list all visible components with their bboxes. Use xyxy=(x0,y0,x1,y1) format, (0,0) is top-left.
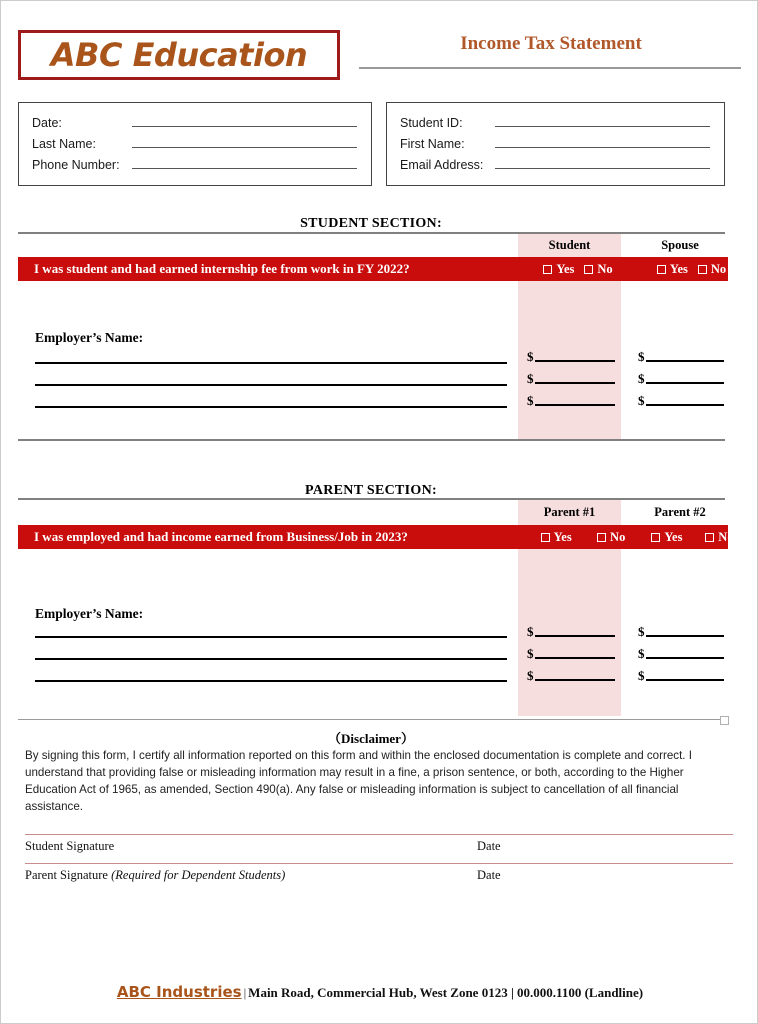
parent2-amount-2[interactable] xyxy=(638,646,724,659)
parent2-amount-input-line-1[interactable] xyxy=(646,624,725,637)
student-question-banner xyxy=(18,257,728,281)
dollar-sign-icon: $ xyxy=(638,646,645,661)
phone-number-input-line[interactable] xyxy=(132,156,357,169)
student-column-header: Student xyxy=(548,238,591,252)
parent2-amount-input-line-3[interactable] xyxy=(646,668,725,681)
applicant-info-box-left xyxy=(18,102,372,186)
parent2-column-header: Parent #2 xyxy=(654,505,706,519)
checkbox-icon[interactable] xyxy=(651,533,660,542)
student-amount-1[interactable] xyxy=(527,349,615,362)
footer-brand-name[interactable]: ABC Industries xyxy=(116,983,242,1001)
page-header xyxy=(1,1,758,97)
parent-signature-rule[interactable] xyxy=(25,863,733,864)
last-name-label: Last Name: xyxy=(32,137,96,151)
date-input-line[interactable] xyxy=(132,114,357,127)
field-row-student-id xyxy=(387,114,724,135)
resize-handle-icon[interactable] xyxy=(720,716,729,725)
dollar-sign-icon: $ xyxy=(527,668,534,683)
student-answer-group xyxy=(518,257,638,281)
parent2-no-label: No xyxy=(718,529,734,544)
parent-employer-name-label: Employer’s Name: xyxy=(35,606,144,621)
parent1-answer-group xyxy=(528,525,638,549)
parent1-column-header: Parent #1 xyxy=(543,505,596,519)
spouse-amount-1[interactable] xyxy=(638,349,724,362)
student-date-label: Date xyxy=(477,839,501,853)
spouse-answer-group xyxy=(638,257,745,281)
checkbox-icon[interactable] xyxy=(543,265,552,274)
disclaimer-body: By signing this form, I certify all information reported on this form and within the enclosed documentation is complete and correct. I understand that providing false or misleading information may result in a fine, a prison sentence, or both, according to the Higher Education Act of 1965, as amended, Section 490(a). Any false or misleading information is subject to cancellation of all financial assistance. xyxy=(25,749,692,813)
parent1-amount-input-line-1[interactable] xyxy=(535,624,616,637)
student-amount-3[interactable] xyxy=(527,393,615,406)
field-row-phone-number xyxy=(19,156,371,177)
parent-date-label: Date xyxy=(477,868,501,882)
student-amount-2[interactable] xyxy=(527,371,615,384)
document-title: Income Tax Statement xyxy=(460,33,642,54)
dollar-sign-icon: $ xyxy=(638,349,645,364)
parent1-amount-1[interactable] xyxy=(527,624,615,637)
spouse-amount-input-line-2[interactable] xyxy=(646,371,725,384)
spouse-yes-option[interactable] xyxy=(657,262,688,277)
student-no-label: No xyxy=(597,261,613,276)
dollar-sign-icon: $ xyxy=(527,646,534,661)
parent2-yes-option[interactable] xyxy=(651,530,682,545)
spouse-amount-2[interactable] xyxy=(638,371,724,384)
student-id-input-line[interactable] xyxy=(495,114,710,127)
field-row-last-name xyxy=(19,135,371,156)
dollar-sign-icon: $ xyxy=(527,393,534,408)
student-amount-input-line-2[interactable] xyxy=(535,371,616,384)
student-employer-line-3[interactable] xyxy=(35,406,507,408)
parent-signature-label xyxy=(25,868,285,883)
spouse-no-label: No xyxy=(710,261,727,276)
checkbox-icon[interactable] xyxy=(584,265,593,274)
title-underline-rule xyxy=(359,67,741,69)
parent1-yes-label: Yes xyxy=(553,529,572,544)
dollar-sign-icon: $ xyxy=(527,624,534,639)
dollar-sign-icon: $ xyxy=(527,349,534,364)
student-yes-label: Yes xyxy=(556,261,575,276)
parent2-no-option[interactable] xyxy=(705,530,733,545)
spouse-column-header: Spouse xyxy=(661,238,699,252)
dollar-sign-icon: $ xyxy=(638,668,645,683)
parent1-amount-2[interactable] xyxy=(527,646,615,659)
email-address-input-line[interactable] xyxy=(495,156,710,169)
page-footer xyxy=(1,983,758,1002)
parent-employer-line-3[interactable] xyxy=(35,680,507,682)
phone-number-label: Phone Number: xyxy=(32,158,120,172)
parent2-yes-label: Yes xyxy=(664,529,683,544)
field-row-first-name xyxy=(387,135,724,156)
student-amount-input-line-3[interactable] xyxy=(535,393,616,406)
disclaimer-title: （Disclaimer） xyxy=(328,731,414,746)
student-section-bottom-rule xyxy=(18,439,725,441)
checkbox-icon[interactable] xyxy=(597,533,606,542)
parent-signature-text: Parent Signature xyxy=(25,868,108,882)
student-signature-label: Student Signature xyxy=(25,839,115,853)
checkbox-icon[interactable] xyxy=(698,265,707,274)
checkbox-icon[interactable] xyxy=(705,533,714,542)
date-label: Date: xyxy=(32,116,62,130)
student-signature-rule[interactable] xyxy=(25,834,733,835)
disclaimer-top-rule xyxy=(18,719,725,720)
student-no-option[interactable] xyxy=(584,262,612,277)
dollar-sign-icon: $ xyxy=(638,371,645,386)
spouse-amount-input-line-3[interactable] xyxy=(646,393,725,406)
student-section-title: STUDENT SECTION: xyxy=(300,216,442,231)
field-row-email-address xyxy=(387,156,724,177)
parent1-amount-input-line-2[interactable] xyxy=(535,646,616,659)
spouse-amount-3[interactable] xyxy=(638,393,724,406)
first-name-input-line[interactable] xyxy=(495,135,710,148)
checkbox-icon[interactable] xyxy=(657,265,666,274)
parent-employer-line-1[interactable] xyxy=(35,636,507,638)
email-address-label: Email Address: xyxy=(400,158,484,172)
checkbox-icon[interactable] xyxy=(541,533,550,542)
parent-signature-note: (Required for Dependent Students) xyxy=(111,868,286,882)
student-employer-name-label: Employer’s Name: xyxy=(35,330,144,345)
parent1-amount-input-line-3[interactable] xyxy=(535,668,616,681)
parent-section-title: PARENT SECTION: xyxy=(305,483,437,498)
student-employer-line-1[interactable] xyxy=(35,362,507,364)
parent-question-text: I was employed and had income earned from Business/Job in 2023? xyxy=(34,529,408,544)
applicant-info-box-right xyxy=(386,102,725,186)
student-amount-input-line-1[interactable] xyxy=(535,349,616,362)
parent2-amount-3[interactable] xyxy=(638,668,724,681)
student-employer-line-2[interactable] xyxy=(35,384,507,386)
dollar-sign-icon: $ xyxy=(638,393,645,408)
student-yes-option[interactable] xyxy=(543,262,574,277)
student-id-label: Student ID: xyxy=(400,116,463,130)
footer-address: Main Road, Commercial Hub, West Zone 0123 | 00.000.1100 (Landline) xyxy=(248,985,644,1000)
spouse-yes-label: Yes xyxy=(669,261,688,276)
dollar-sign-icon: $ xyxy=(638,624,645,639)
dollar-sign-icon: $ xyxy=(527,371,534,386)
last-name-input-line[interactable] xyxy=(132,135,357,148)
organization-logo-box xyxy=(18,30,340,80)
first-name-label: First Name: xyxy=(400,137,465,151)
parent2-amount-input-line-2[interactable] xyxy=(646,646,725,659)
student-question-text: I was student and had earned internship fee from work in FY 2022? xyxy=(34,261,410,276)
parent1-amount-3[interactable] xyxy=(527,668,615,681)
parent1-yes-option[interactable] xyxy=(541,530,572,545)
field-row-date xyxy=(19,114,371,135)
footer-separator: | xyxy=(243,985,247,1000)
organization-logo-text: ABC Education xyxy=(50,36,308,74)
spouse-no-option[interactable] xyxy=(698,262,726,277)
parent-question-banner xyxy=(18,525,734,549)
spouse-amount-input-line-1[interactable] xyxy=(646,349,725,362)
parent1-no-option[interactable] xyxy=(597,530,625,545)
parent-employer-line-2[interactable] xyxy=(35,658,507,660)
parent1-no-label: No xyxy=(610,529,626,544)
parent2-answer-group xyxy=(640,525,745,549)
parent2-amount-1[interactable] xyxy=(638,624,724,637)
